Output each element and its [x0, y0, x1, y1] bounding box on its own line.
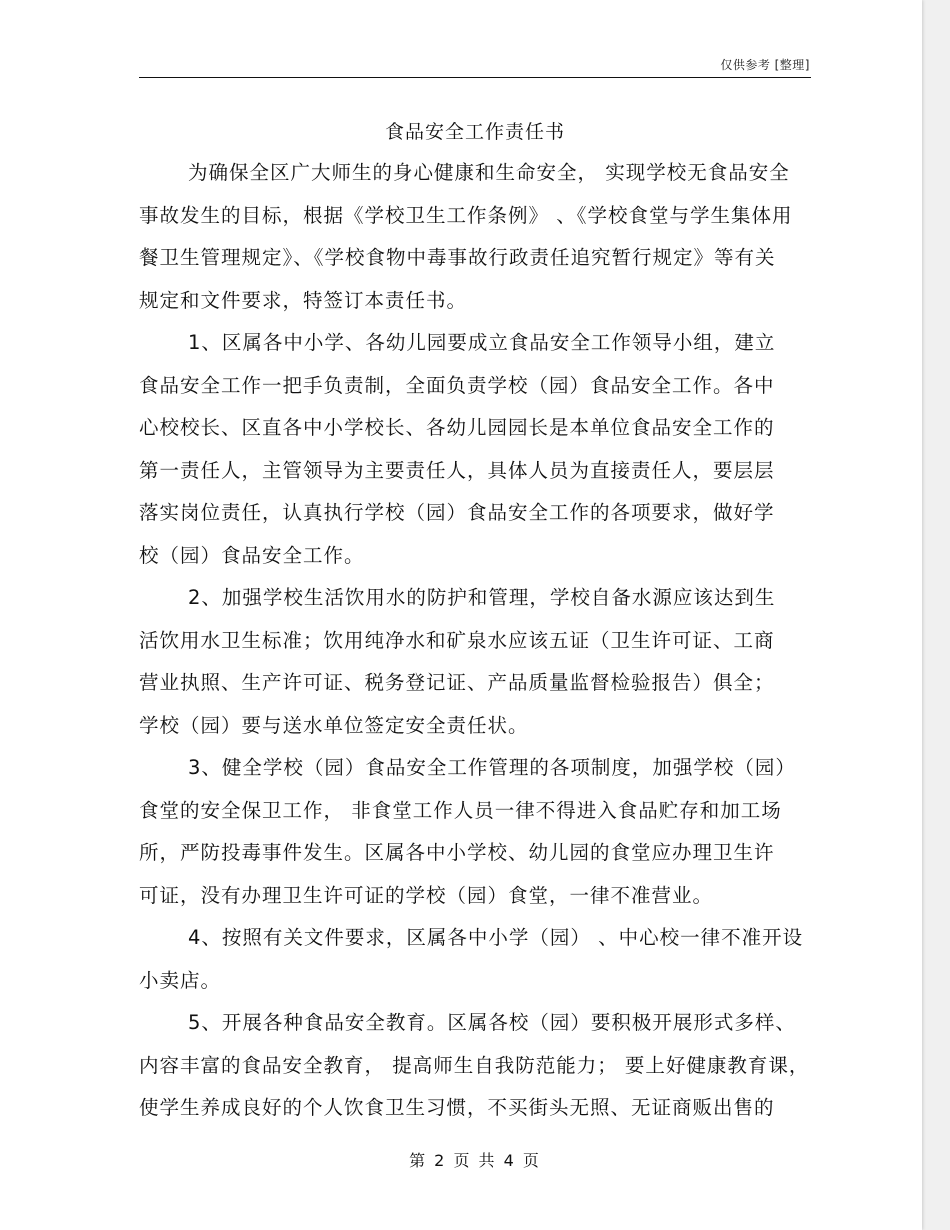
text-line: 第一责任人，主管领导为主要责任人，具体人员为直接责任人，要层层 — [139, 458, 775, 482]
text-line: 学校（园）要与送水单位签定安全责任状。 — [139, 713, 529, 737]
text-line: 规定和文件要求，特签订本责任书。 — [139, 288, 468, 312]
text-line: 事故发生的目标，根据《学校卫生工作条例》 、《学校食堂与学生集体用 — [139, 203, 793, 227]
paragraph-item-5 — [139, 1002, 811, 1130]
text-line: 食品安全工作一把手负责制，全面负责学校（园）食品安全工作。各中 — [139, 373, 775, 397]
text-line: 所，严防投毒事件发生。区属各中小学校、幼儿园的食堂应办理卫生许 — [139, 841, 775, 864]
header-divider — [139, 77, 811, 78]
text-line: 食堂的安全保卫工作， 非食堂工作人员一律不得进入食品贮存和加工场 — [139, 798, 782, 822]
text-line: 落实岗位责任，认真执行学校（园）食品安全工作的各项要求，做好学 — [139, 501, 775, 524]
paragraph-item-2 — [139, 577, 811, 747]
page-number: 第 2 页 共 4 页 — [409, 1151, 541, 1170]
text-line: 活饮用水卫生标准；饮用纯净水和矿泉水应该五证（卫生许可证、工商 — [139, 628, 775, 652]
text-line: 使学生养成良好的个人饮食卫生习惯，不买街头无照、无证商贩出售的 — [139, 1096, 775, 1119]
text-line: 小卖店。 — [139, 968, 222, 992]
text-line: 1、区属各中小学、各幼儿园要成立食品安全工作领导小组，建立 — [188, 331, 776, 354]
text-line: 为确保全区广大师生的身心健康和生命安全， 实现学校无食品安全 — [188, 161, 790, 184]
header-note: 仅供参考 [整理] — [720, 58, 810, 72]
text-line: 内容丰富的食品安全教育， 提高师生自我防范能力； 要上好健康教育课， — [139, 1053, 810, 1077]
paragraph-item-4 — [139, 917, 811, 1002]
text-line: 营业执照、生产许可证、税务登记证、产品质量监督检验报告）俱全； — [139, 671, 775, 694]
document-body — [139, 152, 811, 1130]
text-line: 2、加强学校生活饮用水的防护和管理，学校自备水源应该达到生 — [188, 586, 776, 609]
paragraph-intro — [139, 152, 811, 322]
paragraph-item-1 — [139, 322, 811, 577]
text-line: 5、开展各种食品安全教育。区属各校（园）要积极开展形式多样、 — [188, 1011, 796, 1034]
text-line: 餐卫生管理规定》、《学校食物中毒事故行政责任追究暂行规定》等有关 — [139, 246, 776, 269]
paragraph-item-3 — [139, 747, 811, 917]
text-line: 4、按照有关文件要求，区属各中小学（园） 、中心校一律不准开设 — [188, 926, 804, 949]
text-line: 心校校长、区直各中小学校长、各幼儿园园长是本单位食品安全工作的 — [139, 416, 775, 439]
text-line: 校（园）食品安全工作。 — [139, 543, 365, 567]
document-title: 食品安全工作责任书 — [384, 121, 565, 143]
text-line: 3、健全学校（园）食品安全工作管理的各项制度，加强学校（园） — [188, 756, 796, 779]
text-line: 可证，没有办理卫生许可证的学校（园）食堂，一律不准营业。 — [139, 883, 714, 907]
